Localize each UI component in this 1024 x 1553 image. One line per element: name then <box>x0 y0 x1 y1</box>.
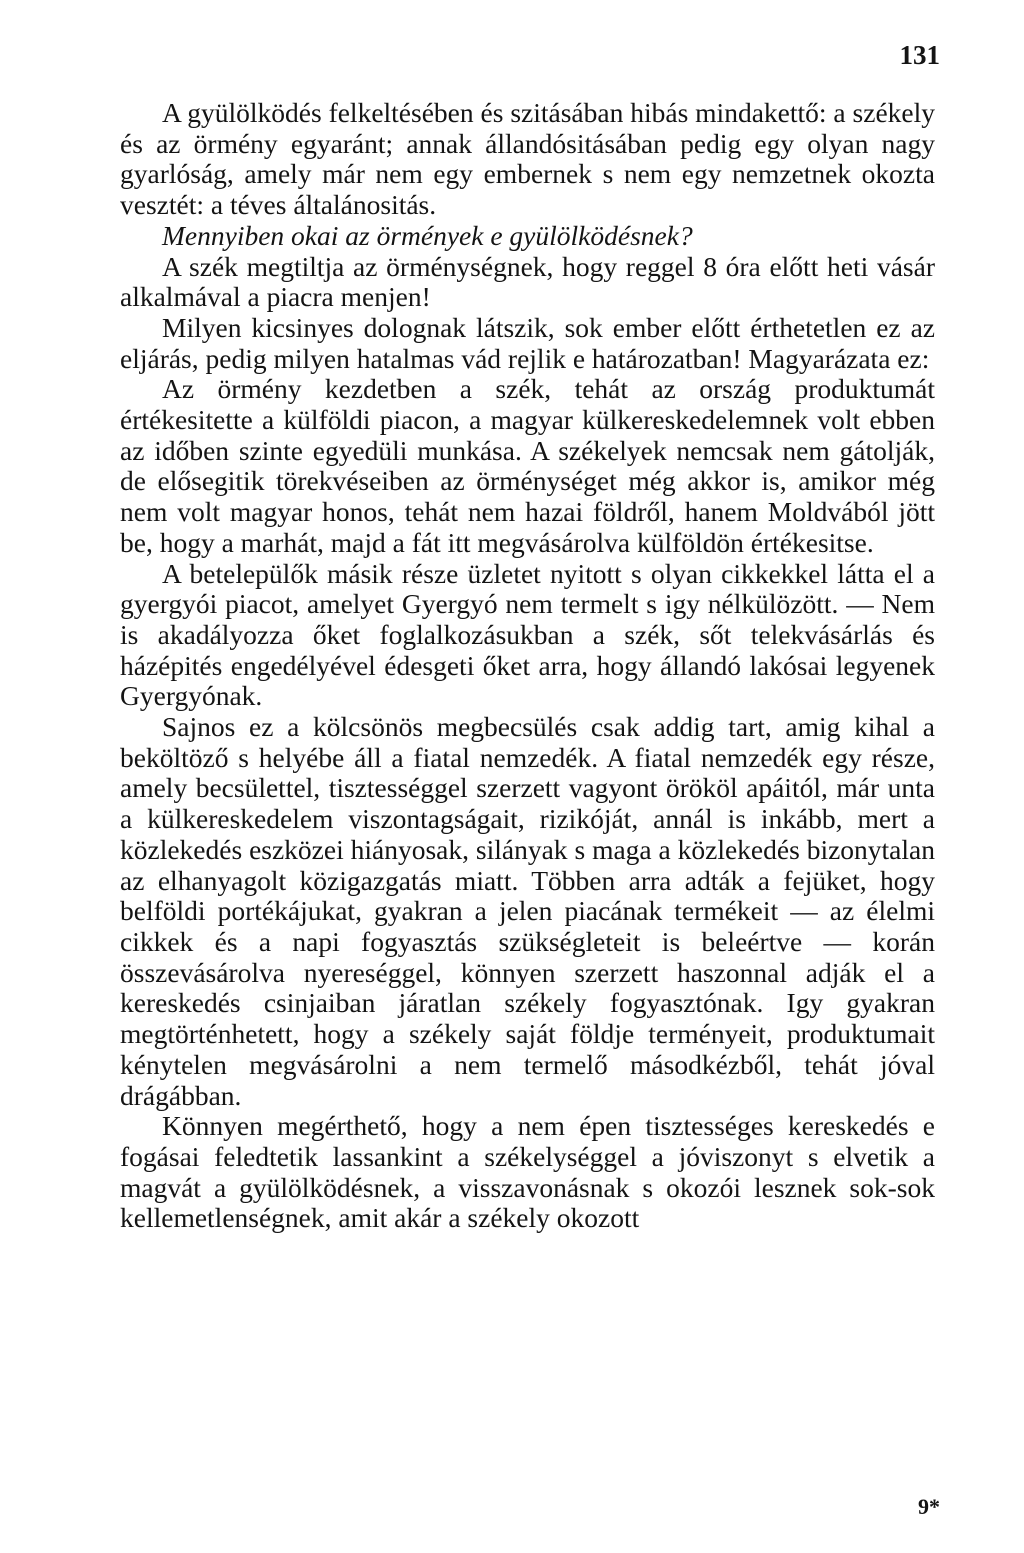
paragraph-8: Könnyen megérthető, hogy a nem épen tisztességes kereskedés e fogásai feledtetik lassankint a székelységgel a jóviszonyt s elvetik a magvát a gyülölködésnek, a visszavonásnak s okozói lesznek sok-sok kellemetlenségnek, amit akár a székely okozott <box>120 1110 935 1234</box>
paragraph-3: A szék megtiltja az örménységnek, hogy reggel 8 óra előtt heti vásár alkalmával a piacra menjen! <box>120 250 935 313</box>
page-number: 131 <box>899 40 940 70</box>
paragraph-5: Az örmény kezdetben a szék, tehát az ország produktumát értékesitette a külföldi piacon, a magyar külkereskedelemnek volt ebben az időben szinte egyedüli munkása. A székelyek nemcsak nem gátolják, de elősegitik törekvéseiben az örménységet még akkor is, amikor még nem volt magyar honos, tehát nem hazai földről, hanem Moldvából jött be, hogy a marhát, majd a fát itt megvásárolva külföldön értékesitse. <box>120 373 935 558</box>
signature-mark: 9* <box>918 1494 940 1519</box>
paragraph-1: A gyülölködés felkeltésében és szitásában hibás mindakettő: a székely és az örmény egyaránt; annak állandósitásában pedig egy olyan nagy gyarlóság, amely már nem egy embernek s nem egy nemzetnek okozta vesztét: a téves általánositás. <box>120 97 935 221</box>
paragraph-6: A betelepülők másik része üzletet nyitott s olyan cikkekkel látta el a gyergyói piacot, amelyet Gyergyó nem termelt s igy nélkülözött. — Nem is akadályozza őket foglalkozásukban a szék, sőt telekvásárlás és házépités engedélyével édesgeti őket arra, hogy állandó lakósai legyenek Gyergyónak. <box>120 557 935 712</box>
paragraph-4: Milyen kicsinyes dolognak látszik, sok ember előtt érthetetlen ez az eljárás, pedig milyen hatalmas vád rejlik e határozatban! Magyarázata ez: <box>120 311 935 374</box>
body-text <box>120 98 935 1234</box>
paragraph-7: Sajnos ez a kölcsönös megbecsülés csak addig tart, amig kihal a beköltöző s helyébe áll a fiatal nemzedék. A fiatal nemzedék egy része, amely becsülettel, tisztességgel szerzett vagyont örököl apáitól, már unta a külkereskedelem viszontagságait, rizikóját, annál is inkább, mert a közlekedés eszközei hiányosak, silányak s maga a közlekedés bizonytalan az elhanyagolt közigazgatás miatt. Többen arra adták a fejüket, hogy belföldi portékájukat, gyakran a jelen piacának termékeit — az élelmi cikkek és a napi fogyasztás szükségleteit is beleértve — korán összevásárolva nyereséggel, könnyen szerzett haszonnal adják el a kereskedés csinjaiban járatlan székely fogyasztónak. Igy gyakran megtörténhetett, hogy a székely saját földje terményeit, produktumait kénytelen megvásárolni a nem termelő másodkézből, tehát jóval drágábban. <box>120 711 935 1111</box>
paragraph-2-question: Mennyiben okai az örmények e gyülölködésnek? <box>162 219 693 251</box>
